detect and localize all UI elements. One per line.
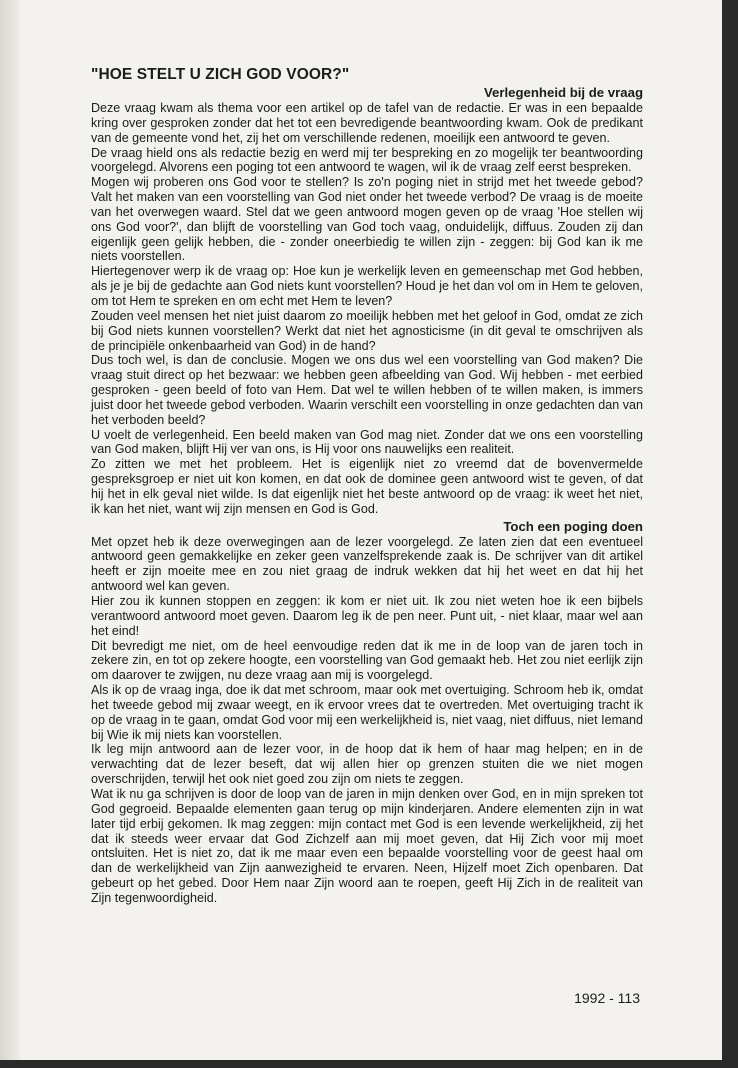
paragraph: Hiertegenover werp ik de vraag op: Hoe kun je werkelijk leven en gemeenschap met God hebben, als je je bij de gedachte aan God niets kunt voorstellen? Houd je het dan vol om in Hem te geloven, om tot Hem te spreken en om echt met Hem te leven? bbox=[91, 264, 643, 308]
paragraph: Dus toch wel, is dan de conclusie. Mogen we ons dus wel een voorstelling van God maken? Die vraag stuit direct op het bezwaar: we hebben geen afbeelding van God. Wij hebben - met eerbied gesproken - geen beeld of foto van Hem. Dat wel te willen hebben of te willen maken, is immers juist door het tweede gebod verboden. Waarin verschilt een voorstelling in onze gedachten dan van het verboden beeld? bbox=[91, 353, 643, 427]
paragraph: U voelt de verlegenheid. Een beeld maken van God mag niet. Zonder dat we ons een voorstelling van God maken, blijft Hij ver van ons, is Hij voor ons nauwelijks een realiteit. bbox=[91, 427, 643, 457]
paragraph: Zo zitten we met het probleem. Het is eigenlijk niet zo vreemd dat de bovenvermelde gespreksgroep er niet uit kon komen, en dat ook de dominee geen antwoord wist te geven, of dat hij het in elk geval niet wilde. Is dat eigenlijk niet het beste antwoord op de vraag: ik weet het niet, ik kan het niet, want wij zijn mensen en God is God. bbox=[91, 457, 643, 516]
paragraph: Mogen wij proberen ons God voor te stellen? Is zo'n poging niet in strijd met het tweede gebod? Valt het maken van een voorstelling van God niet onder het tweede verbod? De vraag is de moeite van het overwegen waard. Stel dat we geen antwoord mogen geven op de vraag 'Hoe stellen wij ons God voor?', dan blijft de voorstelling van God toch vaag, onduidelijk, diffuus. Zouden zij dan eigenlijk geen gelijk hebben, die - zonder oneerbiedig te willen zijn - zeggen: bij God kan ik me niets voorstellen. bbox=[91, 175, 643, 264]
paragraph: Met opzet heb ik deze overwegingen aan de lezer voorgelegd. Ze laten zien dat een eventueel antwoord geen gemakkelijke en zeker geen vanzelfsprekende zaak is. De schrijver van dit artikel heeft er zijn moeite mee en zou niet graag de indruk wekken dat hij het weet en dat hij het antwoord wel kan geven. bbox=[91, 534, 643, 594]
paragraph: Als ik op de vraag inga, doe ik dat met schroom, maar ook met overtuiging. Schroom heb ik, omdat het tweede gebod mij zwaar weegt, en ik ervoor vrees dat te overtreden. Met overtuiging tracht ik op de vraag in te gaan, omdat God voor mij een werkelijkheid is, niet vaag, niet diffuus, niet Iemand bij Wie ik mij niets kan voorstellen. bbox=[91, 683, 643, 742]
article-title: "HOE STELT U ZICH GOD VOOR?" bbox=[91, 66, 350, 83]
paragraph: Deze vraag kwam als thema voor een artikel op de tafel van de redactie. Er was in een bepaalde kring over gesproken zonder dat het tot een bevredigende beantwoording kwam. Ook de predikant van de gemeente vond het, zij het om verschillende redenen, moeilijk een antwoord te geven. bbox=[91, 101, 643, 145]
paragraph: Hier zou ik kunnen stoppen en zeggen: ik kom er niet uit. Ik zou niet weten hoe ik een bijbels verantwoord antwoord moet geven. Daarom leg ik de pen neer. Punt uit, - niet klaar, maar wel aan het eind! bbox=[91, 594, 643, 638]
section-heading: Toch een poging doen bbox=[503, 518, 643, 534]
section-heading: Verlegenheid bij de vraag bbox=[483, 85, 643, 100]
article-body bbox=[91, 66, 643, 906]
paragraph: Ik leg mijn antwoord aan de lezer voor, in de hoop dat ik hem of haar mag helpen; en in de verwachting dat de lezer beseft, dat wij allen hier op grenzen stuiten die we niet mogen overschrijden, terwijl het ook niet goed zou zijn om niets te zeggen. bbox=[91, 742, 643, 787]
paragraph: Dit bevredigt me niet, om de heel eenvoudige reden dat ik me in de loop van de jaren toch in zekere zin, en tot op zekere hoogte, een voorstelling van God gemaakt heb. Het zou niet eerlijk zijn om daarover te zwijgen, nu deze vraag aan mij is voorgelegd. bbox=[91, 638, 643, 683]
paragraph: De vraag hield ons als redactie bezig en werd mij ter bespreking en zo mogelijk ter beantwoording voorgelegd. Alvorens een poging tot een antwoord te wagen, wil ik de vraag zelf eerst bespreken. bbox=[91, 145, 643, 175]
page-number: 1992 - 113 bbox=[574, 990, 640, 1006]
binding-edge bbox=[0, 0, 20, 1060]
paragraph: Wat ik nu ga schrijven is door de loop van de jaren in mijn denken over God, en in mijn spreken tot God gegroeid. Bepaalde elementen gaan terug op mijn kinderjaren. Andere elementen zijn in wat later tijd erbij gekomen. Ik mag zeggen: mijn contact met God is een levende werkelijkheid, zij het dat ik steeds weer ervaar dat God Zichzelf aan mij moet geven, dat Hij Zich voor mij moet ontsluiten. Het is niet zo, dat ik me maar even een bepaalde voorstelling voor de geest haal om dan de werkelijkheid van Zijn aanwezigheid te ervaren. Neen, Hijzelf moet Zich openbaren. Dat gebeurt op het gebed. Door Hem naar Zijn woord aan te roepen, geeft Hij Zich in de realiteit van Zijn tegenwoordigheid. bbox=[91, 786, 643, 905]
paragraph: Zouden veel mensen het niet juist daarom zo moeilijk hebben met het geloof in God, omdat ze zich bij God niets kunnen voorstellen? Werkt dat niet het agnosticisme (in dit geval te omschrijven als de principiële onkenbaarheid van God) in de hand? bbox=[91, 308, 643, 353]
